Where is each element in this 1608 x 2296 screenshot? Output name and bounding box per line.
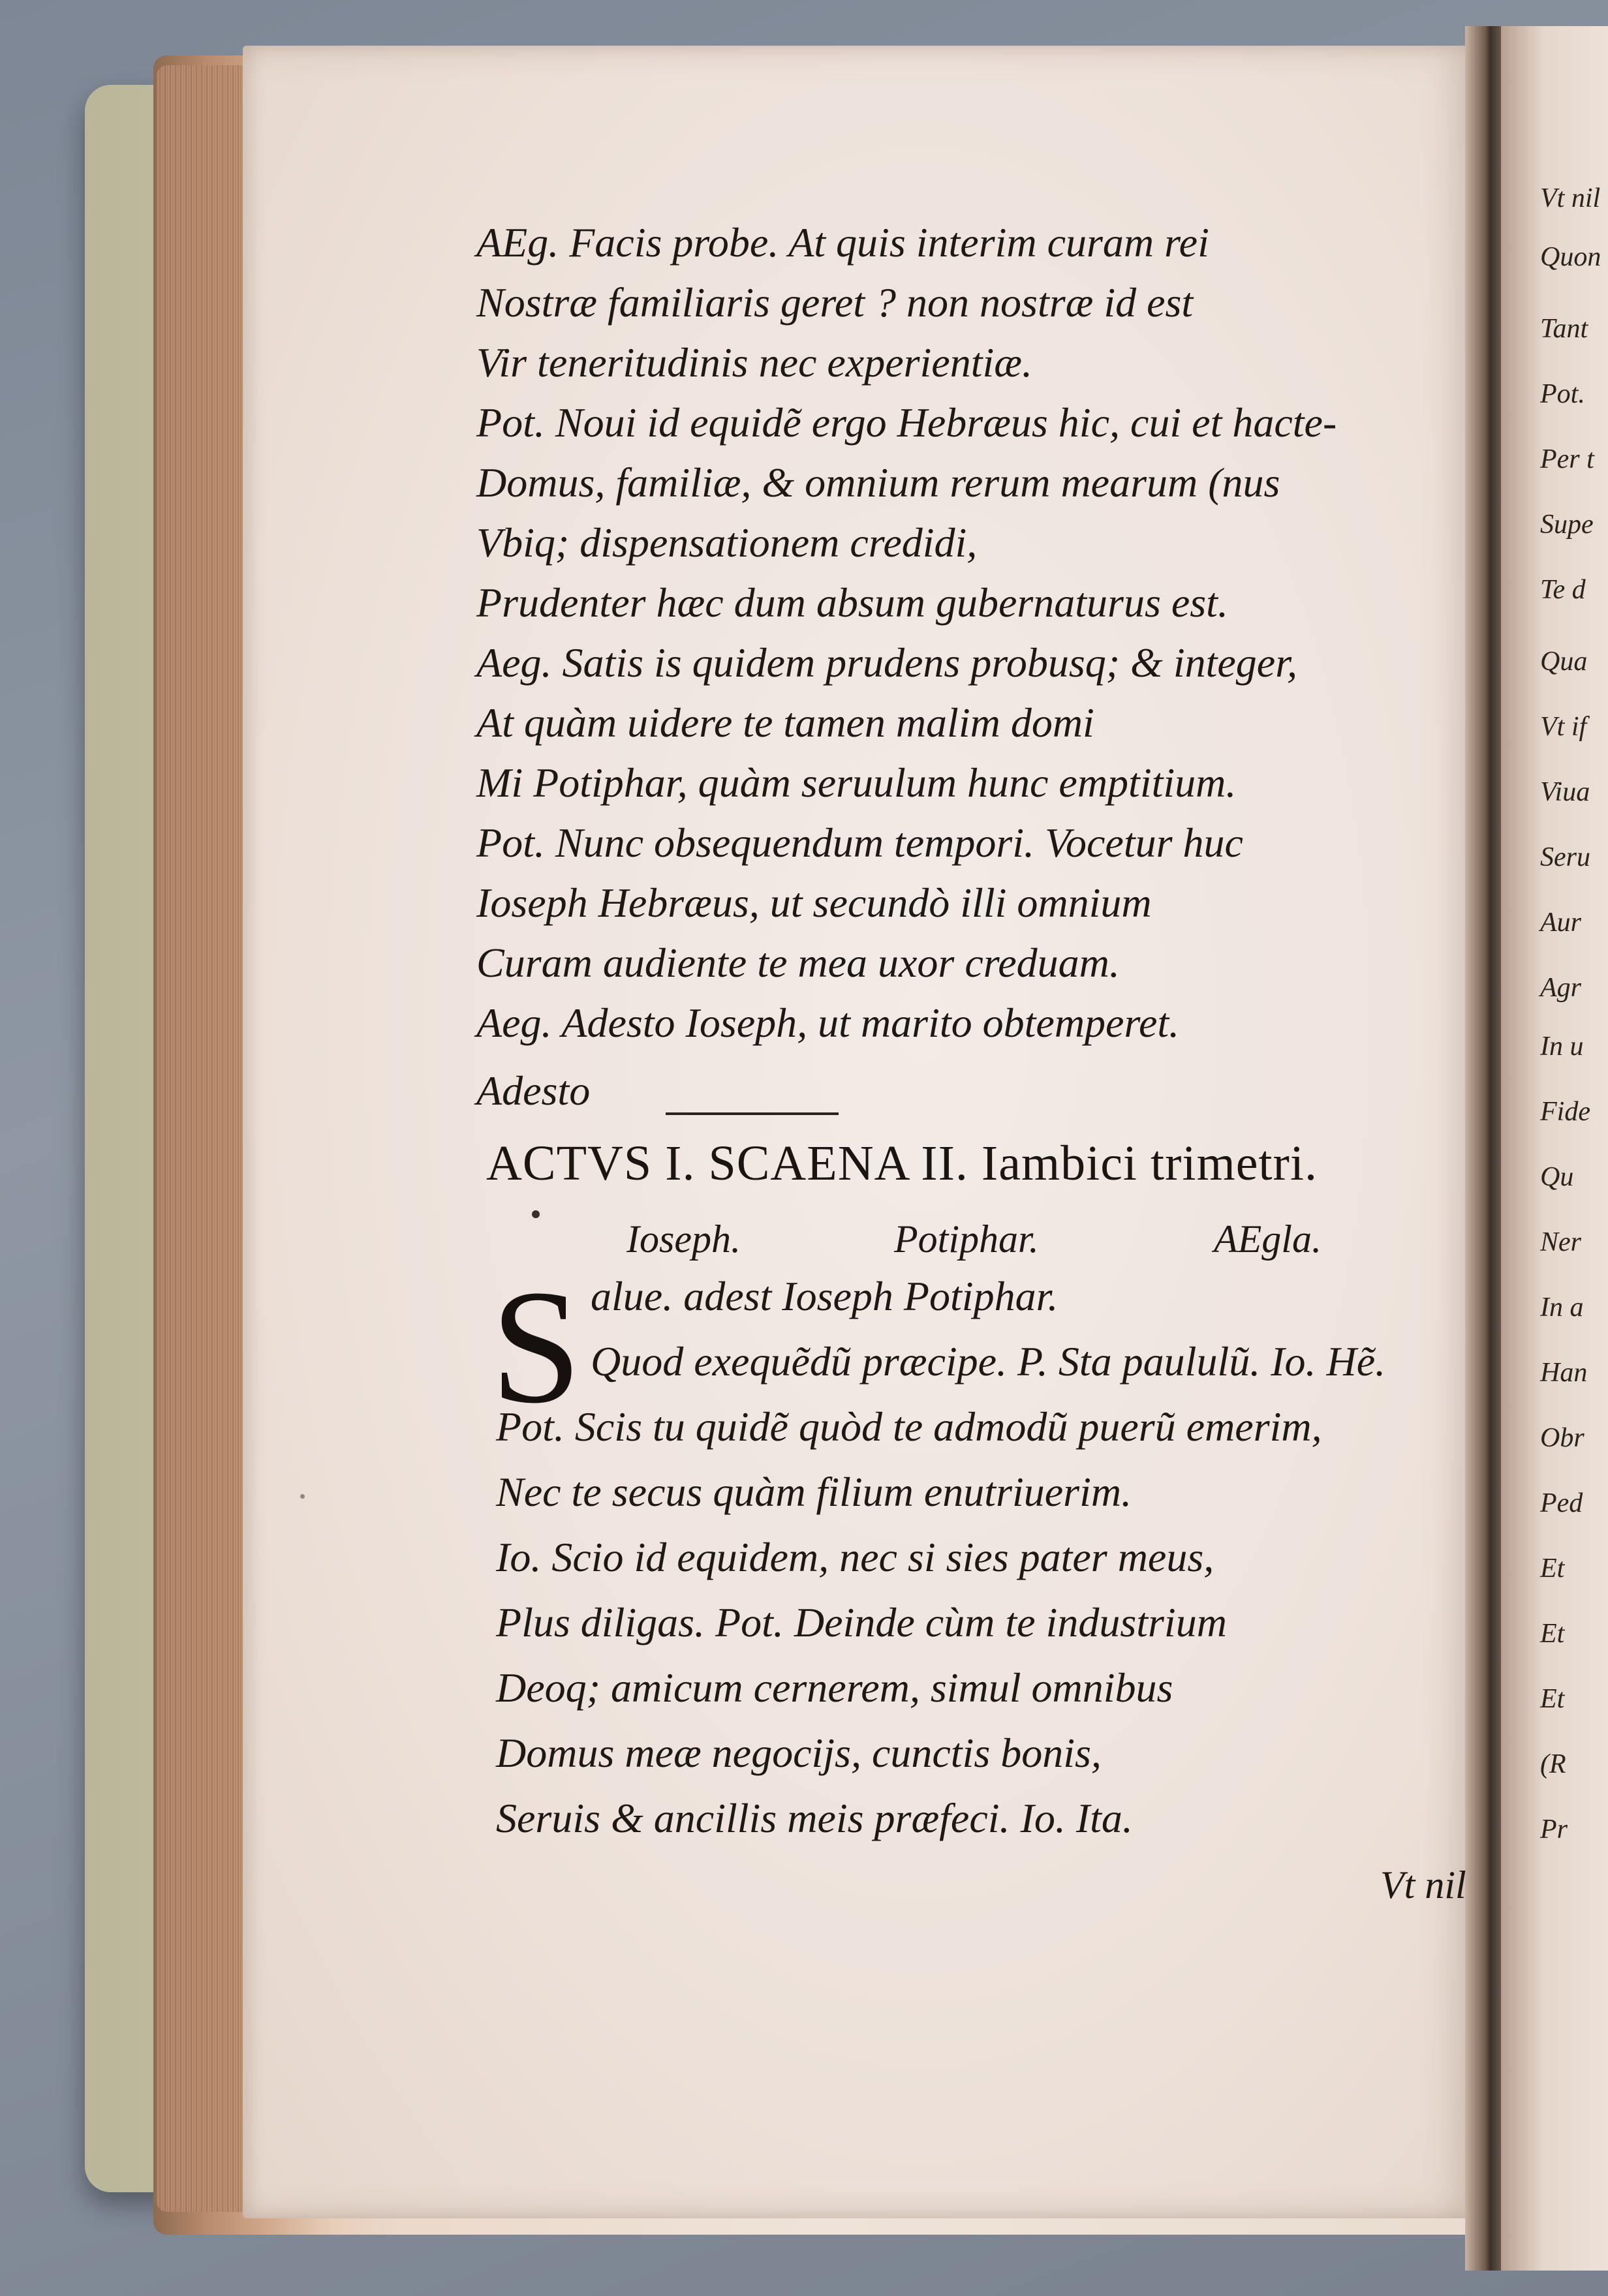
right-page-fragment: Viua bbox=[1540, 777, 1590, 807]
right-page bbox=[1501, 26, 1608, 2271]
right-page-fragment: Et bbox=[1540, 1619, 1565, 1649]
paper-speck bbox=[532, 1210, 540, 1218]
right-page-fragment: Obr bbox=[1540, 1423, 1585, 1453]
scene-heading: ACTVS I. SCAENA II. Iambici trimetri. bbox=[486, 1136, 1318, 1191]
catchword: Vt nil bbox=[1380, 1863, 1466, 1906]
text-line: alue. adest Ioseph Potiphar. bbox=[591, 1273, 1059, 1319]
right-page-fragment: Aur bbox=[1540, 908, 1581, 938]
text-line: Vir teneritudinis nec experientiæ. bbox=[476, 339, 1032, 386]
right-page-fragment: Pr bbox=[1540, 1814, 1568, 1844]
text-line: Domus meæ negocijs, cunctis bonis, bbox=[496, 1730, 1102, 1776]
text-line: Prudenter hæc dum absum gubernaturus est. bbox=[476, 579, 1228, 626]
text-line: Io. Scio id equidem, nec si sies pater meus, bbox=[496, 1534, 1214, 1580]
right-page-fragment: Supe bbox=[1540, 510, 1594, 540]
text-line: At quàm uidere te tamen malim domi bbox=[476, 699, 1094, 746]
text-line: Adesto bbox=[476, 1067, 591, 1114]
drop-cap: S bbox=[491, 1257, 582, 1437]
text-line: Pot. Scis tu quidẽ quòd te admodũ puerũ emerim, bbox=[496, 1403, 1322, 1450]
text-line: Quod exequẽdũ præcipe. P. Sta paululũ. Io. Hẽ. bbox=[591, 1338, 1386, 1385]
right-page-fragment: Te d bbox=[1540, 575, 1586, 605]
speaker-name: AEgla. bbox=[1214, 1217, 1322, 1261]
text-line: Plus diligas. Pot. Deinde cùm te industrium bbox=[496, 1599, 1227, 1645]
text-line: Ioseph Hebræus, ut secundò illi omnium bbox=[476, 880, 1152, 926]
right-page-fragment: Pot. bbox=[1540, 379, 1585, 409]
text-line: AEg. Facis probe. At quis interim curam rei bbox=[476, 219, 1209, 266]
text-line: Domus, familiæ, & omnium rerum mearum (nus bbox=[476, 459, 1280, 506]
right-page-fragment: Et bbox=[1540, 1684, 1565, 1714]
right-page-fragment: Quon bbox=[1540, 242, 1601, 272]
text-line: Pot. Nunc obsequendum tempori. Vocetur huc bbox=[476, 819, 1243, 866]
text-line: Nec te secus quàm filium enutriuerim. bbox=[496, 1469, 1132, 1515]
speaker-name: Ioseph. bbox=[626, 1217, 741, 1261]
right-page-fragment: Agr bbox=[1540, 973, 1581, 1003]
text-line: Aeg. Satis is quidem prudens probusq; & integer, bbox=[476, 639, 1297, 686]
text-line: Seruis & ancillis meis præfeci. Io. Ita. bbox=[496, 1795, 1133, 1841]
text-line: Pot. Noui id equidẽ ergo Hebræus hic, cui et hacte- bbox=[476, 399, 1337, 446]
right-page-fragment: Qu bbox=[1540, 1162, 1574, 1192]
text-rule bbox=[666, 1112, 839, 1115]
right-page-fragment: In a bbox=[1540, 1293, 1584, 1323]
text-line: Deoq; amicum cernerem, simul omnibus bbox=[496, 1664, 1173, 1711]
speaker-name: Potiphar. bbox=[894, 1217, 1039, 1261]
right-page-fragment: Ped bbox=[1540, 1488, 1583, 1518]
right-page-fragment: Vt nil bbox=[1540, 183, 1601, 213]
text-line: Aeg. Adesto Ioseph, ut marito obtemperet. bbox=[476, 1000, 1180, 1046]
right-page-fragment: Tant bbox=[1540, 314, 1588, 344]
right-page-fragment: Ner bbox=[1540, 1227, 1581, 1257]
paper-speck bbox=[300, 1494, 305, 1499]
page-fore-edge bbox=[157, 65, 255, 2212]
text-line: Vbiq; dispensationem credidi, bbox=[476, 519, 978, 566]
right-page-fragment: Seru bbox=[1540, 842, 1590, 872]
right-page-fragment: Et bbox=[1540, 1554, 1565, 1584]
text-line: Nostræ familiaris geret ? non nostræ id est bbox=[476, 279, 1194, 326]
right-page-fragment: Qua bbox=[1540, 647, 1588, 677]
right-page-fragment: (R bbox=[1540, 1749, 1566, 1779]
right-page-fragment: Han bbox=[1540, 1358, 1588, 1388]
text-line: Curam audiente te mea uxor creduam. bbox=[476, 940, 1120, 986]
right-page-fragment: In u bbox=[1540, 1032, 1584, 1062]
right-page-fragment: Per t bbox=[1540, 444, 1594, 474]
right-page-fragment: Vt if bbox=[1540, 712, 1587, 742]
text-line: Mi Potiphar, quàm seruulum hunc emptitium. bbox=[476, 759, 1237, 806]
right-page-fragment: Fide bbox=[1540, 1097, 1590, 1127]
